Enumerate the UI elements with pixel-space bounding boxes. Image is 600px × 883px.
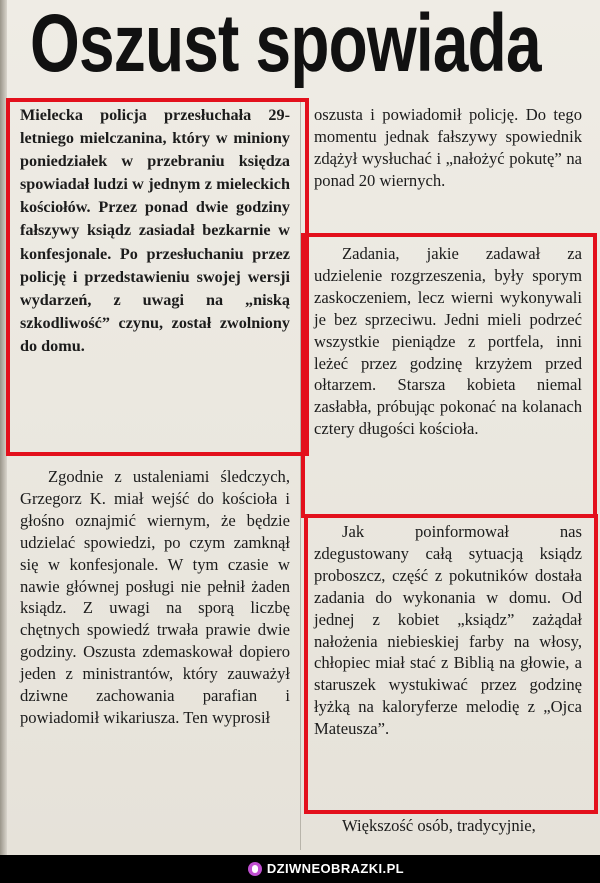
article-headline: Oszust spowiada (30, 0, 541, 89)
body-paragraph-left: Zgodnie z ustaleniami śledczych, Grzegorz K. miał wejść do kościoła i głośno oznajmić wiernym, że będzie udzielać spowiedzi, po czym zamknął się w konfesjonale. W tym czasie w nawie głównej posługi nie pełnił żaden ksiądz. Z uwagi na sporą liczbę chętnych spowiedź trwała prawie dwie godziny. Oszusta zdemaskował dopiero jeden z ministrantów, który zauważył dziwne zachowania parafian i powiadomił wikariusza. Ten wyprosił (20, 467, 290, 727)
article-body-right-top (314, 104, 582, 192)
watermark[interactable] (248, 861, 404, 877)
article-body-right-bottom (314, 521, 582, 740)
body-paragraph-right-bottom: Jak poinformował nas zdegustowany całą sytuacją ksiądz proboszcz, część z pokutników dostała zadania do wykonania w domu. Od jednej z kobiet „ksiądz” zażądał nałożenia niebieskiej farby na włosy, chłopiec miał stać z Biblią na głowie, a staruszek wystukiwać przez godzinę łyżką na kaloryferze melodię z „Ojca Mateusza”. (314, 522, 582, 739)
article-body-left (20, 466, 290, 729)
paper-edge-shadow (0, 0, 7, 855)
watermark-bar (0, 855, 600, 883)
article-body-right-end (314, 815, 582, 837)
brand-logo-icon (248, 862, 262, 876)
article-lead (20, 104, 290, 358)
watermark-text: DZIWNEOBRAZKI.PL (266, 861, 404, 876)
body-paragraph-right-end: Większość osób, tradycyjnie, (342, 816, 536, 835)
body-paragraph-right-top: oszusta i powiadomił policję. Do tego momentu jednak fałszywy spowiednik zdążył wysłuchać i „nałożyć pokutę” na ponad 20 wiernych. (314, 105, 582, 190)
lead-paragraph: Mielecka policja przesłuchała 29-letniego mielczanina, który w miniony poniedziałek w przebraniu księdza spowiadał ludzi w jednym z mieleckich kościołów. Przez ponad dwie godziny fałszywy ksiądz zasiadał bezkarnie w konfesjonale. Po przesłuchaniu przez policję i przedstawieniu swojej wersji wydarzeń, z uwagi na „niską szkodliwość” czynu, został zwolniony do domu. (20, 106, 290, 355)
article-body-right-middle (314, 243, 582, 440)
body-paragraph-right-middle: Zadania, jakie zadawał za udzielenie rozgrzeszenia, były sporym zaskoczeniem, lecz wierni wykonywali je bez sprzeciwu. Jedni mieli podrzeć wszystkie pieniądze z portfela, inni leżeć przez godzinę krzyżem przed ołtarzem. Starsza kobieta niemal zasłabła, próbując pokonać na kolanach cztery długości kościoła. (314, 244, 582, 439)
column-divider (300, 100, 301, 850)
